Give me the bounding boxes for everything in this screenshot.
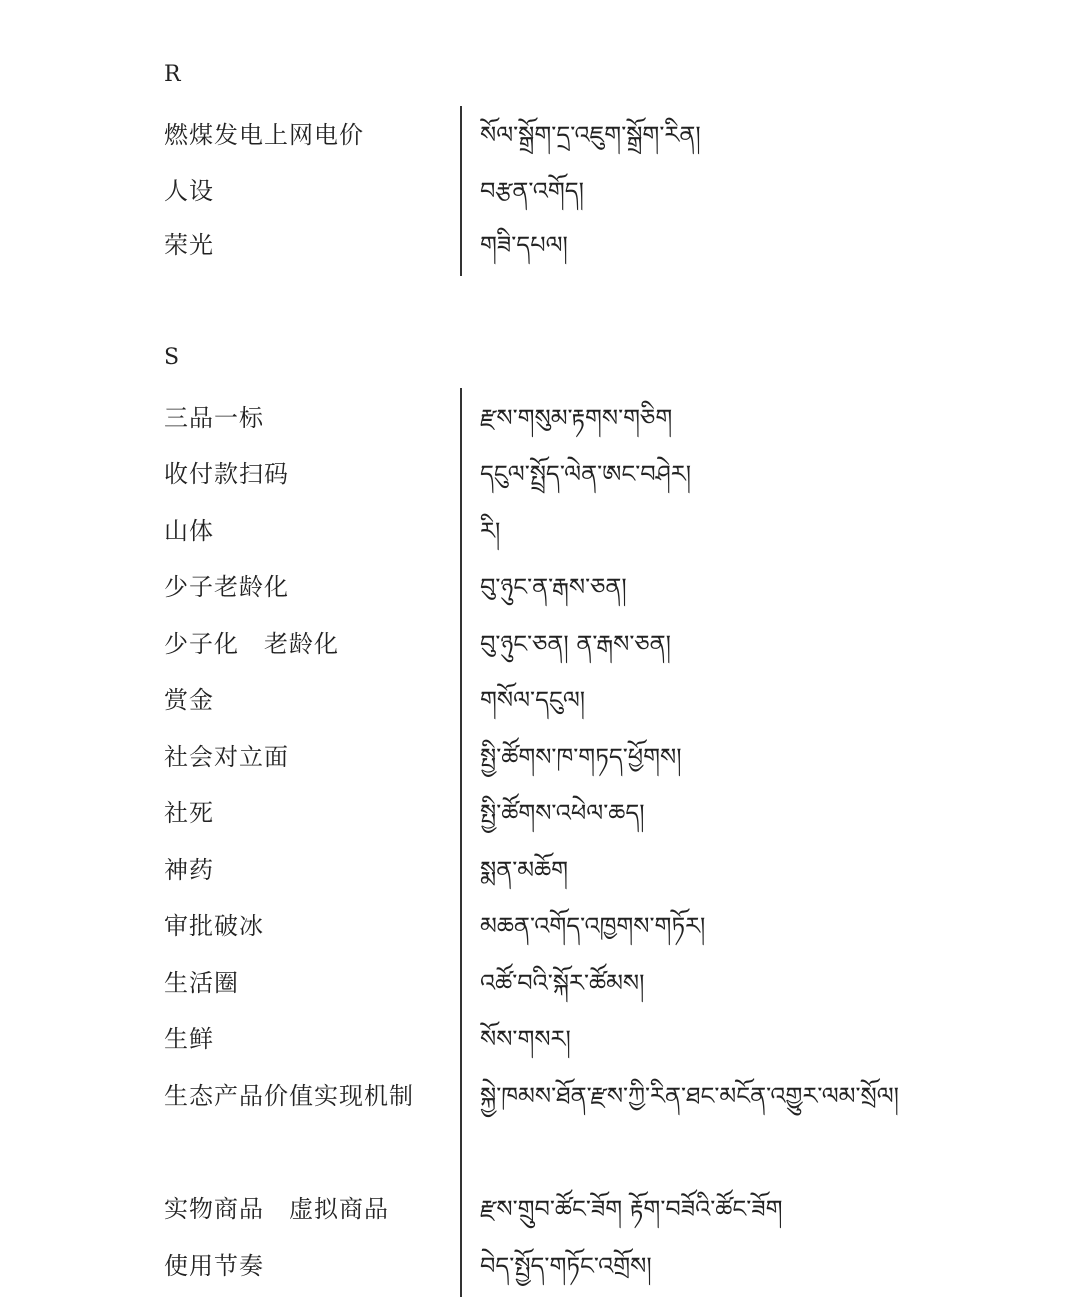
glossary-row — [0, 454, 1080, 494]
glossary-row — [0, 737, 1080, 777]
tibetan-term: སོལ་སྒྲོག་དྲ་འཇུག་སྒྲོག་རིན། — [480, 121, 701, 149]
chinese-term: 社会对立面 — [164, 743, 289, 771]
glossary-row — [0, 511, 1080, 551]
glossary-row — [0, 567, 1080, 607]
section-letter: S — [164, 345, 180, 370]
tibetan-term: སྤྱི་ཚོགས་འཕེལ་ཆད། — [480, 799, 645, 827]
tibetan-term: བེད་སྤྱོད་གཏོང་འགྲོས། — [480, 1252, 652, 1280]
tibetan-term: བུ་ཉུང་ན་རྒས་ཅན། — [480, 573, 627, 601]
glossary-row — [0, 398, 1080, 438]
chinese-term: 人设 — [164, 177, 214, 205]
tibetan-term: རྫས་གྲུབ་ཚོང་ཟོག རྟོག་བཟོའི་ཚོང་ཟོག — [480, 1195, 783, 1223]
tibetan-term: སྤྱི་ཚོགས་ཁ་གཏད་ཕྱོགས། — [480, 743, 682, 771]
chinese-term: 赏金 — [164, 686, 214, 714]
chinese-term: 山体 — [164, 517, 214, 545]
tibetan-term: མཆན་འགོད་འཁྱགས་གཏོར། — [480, 912, 706, 940]
glossary-row — [0, 225, 1080, 265]
glossary-row — [0, 1189, 1080, 1229]
chinese-term: 少子化 老龄化 — [164, 630, 339, 658]
chinese-term: 生鲜 — [164, 1025, 214, 1053]
glossary-row — [0, 963, 1080, 1003]
tibetan-term: རྫས་གསུམ་རྟགས་གཅིག — [480, 404, 673, 432]
chinese-term: 使用节奏 — [164, 1252, 264, 1280]
tibetan-term: བུ་ཉུང་ཅན། ན་རྒས་ཅན། — [480, 630, 671, 658]
glossary-row — [0, 115, 1080, 155]
glossary-row — [0, 906, 1080, 946]
tibetan-term: དངུལ་སྤྲོད་ལེན་ཨང་བཤེར། — [480, 460, 692, 488]
tibetan-term: སྨན་མཆོག — [480, 856, 569, 884]
glossary-row — [0, 171, 1080, 211]
section-letter: R — [164, 62, 181, 87]
chinese-term: 生态产品价值实现机制 — [164, 1082, 414, 1110]
glossary-row — [0, 680, 1080, 720]
chinese-term: 神药 — [164, 856, 214, 884]
chinese-term: 社死 — [164, 799, 214, 827]
tibetan-term: གཟི་དཔལ། — [480, 231, 568, 259]
glossary-row — [0, 850, 1080, 890]
tibetan-term: འཚོ་བའི་སྐོར་ཚོམས། — [480, 969, 645, 997]
glossary-row — [0, 624, 1080, 664]
chinese-term: 实物商品 虚拟商品 — [164, 1195, 389, 1223]
chinese-term: 三品一标 — [164, 404, 264, 432]
tibetan-term: བརྩན་འགོད། — [480, 177, 584, 205]
chinese-term: 燃煤发电上网电价 — [164, 121, 364, 149]
chinese-term: 生活圈 — [164, 969, 239, 997]
tibetan-term: རི། — [480, 517, 501, 545]
chinese-term: 荣光 — [164, 231, 214, 259]
glossary-row — [0, 793, 1080, 833]
tibetan-term: སྐྱེ་ཁམས་ཐོན་རྫས་ཀྱི་རིན་ཐང་མངོན་འགྱུར་ལམ་སྲོལ། — [480, 1082, 900, 1110]
chinese-term: 审批破冰 — [164, 912, 264, 940]
glossary-row — [0, 1246, 1080, 1286]
tibetan-term: གསོལ་དངུལ། — [480, 686, 586, 714]
tibetan-term: སོས་གསར། — [480, 1025, 571, 1053]
glossary-row — [0, 1076, 1080, 1176]
chinese-term: 收付款扫码 — [164, 460, 289, 488]
glossary-row — [0, 1019, 1080, 1059]
chinese-term: 少子老龄化 — [164, 573, 289, 601]
